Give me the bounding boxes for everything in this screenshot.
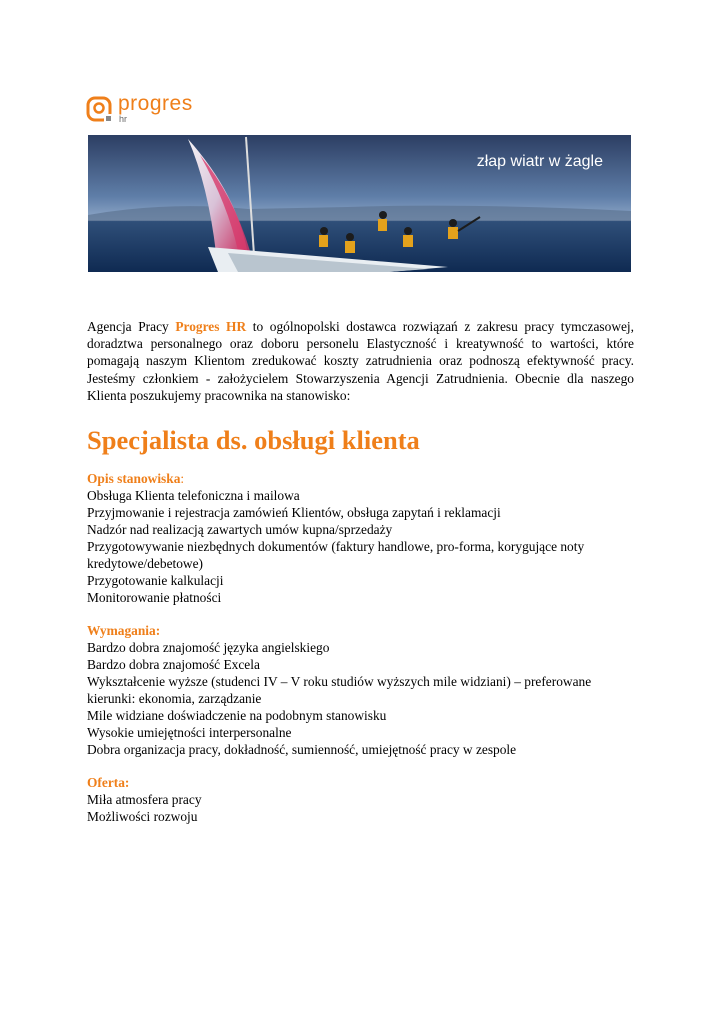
job-title: Specjalista ds. obsługi klienta: [87, 425, 420, 456]
section-heading-opis: [87, 470, 634, 487]
brand-name: Progres HR: [175, 319, 247, 334]
list-item: Miła atmosfera pracy: [87, 792, 202, 808]
list-item: Bardzo dobra znajomość Excela: [87, 657, 260, 673]
list-item: Dobra organizacja pracy, dokładność, sumienność, umiejętność pracy w zespole: [87, 742, 517, 758]
logo-wordmark: progres: [118, 92, 193, 115]
list-item: Obsługa Klienta telefoniczna i mailowa: [87, 488, 300, 504]
intro-after: to ogólnopolski dostawca rozwiązań z zakresu pracy tymczasowej, doradztwa personalnego oraz doboru personelu Elastyczność i kreatywność to wartości, które pomagają naszym Klientom zredukować koszty zatrudnienia oraz podnoszą efektywność pracy. Jesteśmy członkiem - założycielem Stowarzyszenia Agencji Zatrudnienia. Obecnie dla naszego Klienta poszukujemy pracownika na stanowisko:: [87, 319, 634, 403]
list-item: Mile widziane doświadczenie na podobnym stanowisku: [87, 708, 387, 724]
logo-mark-icon: [86, 96, 114, 124]
list-item: Przygotowanie kalkulacji: [87, 573, 224, 589]
section-heading-oferta: Oferta:: [87, 775, 130, 791]
intro-before: Agencja Pracy: [87, 319, 176, 334]
banner-tagline: złap wiatr w żagle: [476, 153, 603, 170]
list-item: Bardzo dobra znajomość języka angielskiego: [87, 640, 330, 656]
list-item: Możliwości rozwoju: [87, 809, 198, 825]
list-item: Przyjmowanie i rejestracja zamówień Klientów, obsługa zapytań i reklamacji: [87, 505, 501, 521]
list-item: Nadzór nad realizacją zawartych umów kupna/sprzedaży: [87, 522, 393, 538]
section-heading-wymagania: Wymagania:: [87, 623, 161, 639]
banner-image: [88, 135, 631, 272]
intro-paragraph: [87, 318, 634, 404]
opis-heading-colon: :: [180, 471, 185, 487]
list-item: Wykształcenie wyższe (studenci IV – V roku studiów wyższych mile widziani) – preferowane kierunki: ekonomia, zarządzanie: [87, 674, 592, 707]
opis-heading-text: Opis stanowiska: [87, 471, 181, 487]
list-item: Wysokie umiejętności interpersonalne: [87, 725, 292, 741]
list-item: Przygotowywanie niezbędnych dokumentów (faktury handlowe, pro-forma, korygujące noty kredytowe/debetowe): [87, 539, 585, 572]
company-logo: [86, 92, 216, 128]
document-body: [87, 318, 634, 825]
logo-subtext: hr: [119, 114, 128, 124]
list-item: Monitorowanie płatności: [87, 590, 222, 606]
